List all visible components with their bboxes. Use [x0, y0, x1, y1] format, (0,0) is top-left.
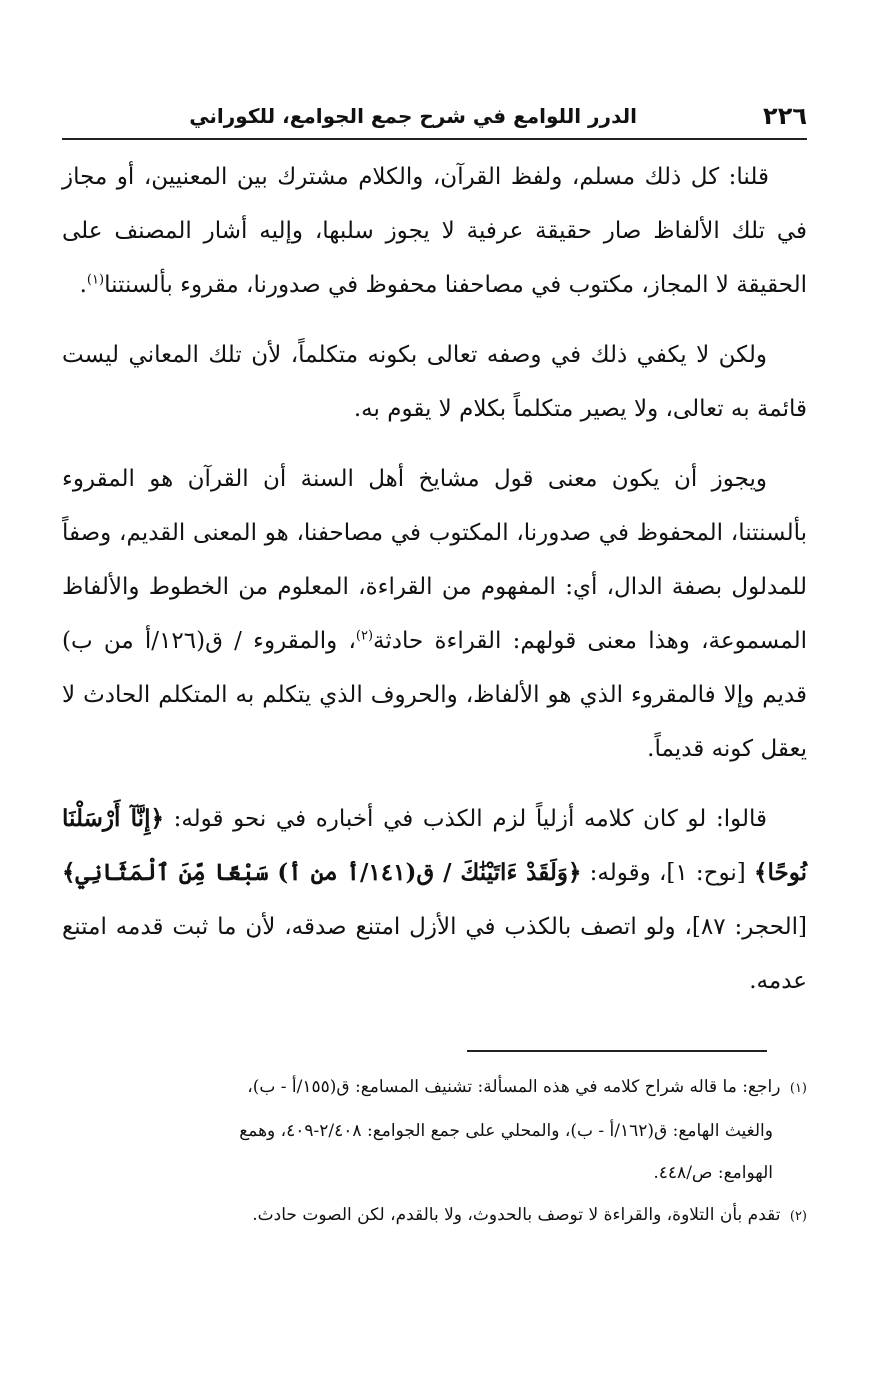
- main-text: [62, 150, 807, 1024]
- quran-verse-2: ﴿وَلَقَدْ ءَاتَيْنَٰكَ / ق(١٤١/أ من أ) سَبْعًا مِّنَ ٱلْمَثَانِي﴾: [62, 859, 582, 886]
- paragraph-4: [62, 792, 807, 1008]
- footnote-number: (٢): [789, 1209, 807, 1224]
- paragraph-text: قلنا: كل ذلك مسلم، ولفظ القرآن، والكلام مشترك بين المعنيين، أو مجاز في تلك الألفاظ صار حقيقة عرفية لا يجوز سلبها، وإليه أشار المصنف على الحقيقة لا المجاز، مكتوب في مصاحفنا محفوظ في صدورنا، مقروء بألسنتنا: [62, 164, 807, 298]
- page-number: ٢٢٦: [763, 102, 807, 130]
- paragraph-1: [62, 150, 807, 312]
- footnote-text: تقدم بأن التلاوة، والقراءة لا توصف بالحدوث، ولا بالقدم، لكن الصوت حادث.: [252, 1205, 781, 1225]
- quran-verse-1: ﴿إِنَّآ أَرْسَلْنَا نُوحًا﴾: [62, 805, 807, 886]
- footnotes: [68, 1066, 807, 1238]
- paragraph-text: ، والمقروء / ق(١٢٦/أ من ب) قديم وإلا فالمقروء الذي هو الألفاظ، والحروف الذي يتكلم به المتكلم الحادث لا يعقل كونه قديماً.: [62, 628, 807, 762]
- footnote-separator: [467, 1050, 767, 1052]
- page-header: [62, 98, 807, 140]
- footnote-text: الهوامع: ص/٤٤٨.: [653, 1163, 773, 1183]
- paragraph-text: ويجوز أن يكون معنى قول مشايخ أهل السنة أن القرآن هو المقروء بألسنتنا، المحفوظ في صدورنا، المكتوب في مصاحفنا، هو المعنى القديم، وصفاً للمدلول بصفة الدال، أي: المفهوم من القراءة، المعلوم من الخطوط والألفاظ المسموعة، وهذا معنى قولهم: القراءة حادثة: [62, 466, 807, 654]
- paragraph-tail: .: [79, 272, 87, 298]
- footnote-text: والغيث الهامع: ق(١٦٢/أ - ب)، والمحلي على جمع الجوامع: ٢/٤٠٨-٤٠٩، وهمع: [239, 1121, 773, 1141]
- running-title: الدرر اللوامع في شرح جمع الجوامع، للكوراني: [189, 104, 637, 128]
- paragraph-text: [نوح: ١]، وقوله:: [581, 860, 754, 886]
- paragraph-text: قالوا: لو كان كلامه أزلياً لزم الكذب في أخباره في نحو قوله:: [163, 806, 767, 832]
- footnote-ref-1: (١): [86, 272, 105, 288]
- paragraph-2: [62, 328, 807, 436]
- footnote-2: [68, 1194, 807, 1238]
- paragraph-3: [62, 452, 807, 776]
- paragraph-text: [الحجر: ٨٧]، ولو اتصف بالكذب في الأزل امتنع صدقه، لأن ما ثبت قدمه امتنع عدمه.: [62, 914, 807, 994]
- footnote-number: (١): [789, 1081, 807, 1096]
- footnote-1: [68, 1066, 807, 1194]
- paragraph-text: ولكن لا يكفي ذلك في وصفه تعالى بكونه متكلماً، لأن تلك المعاني ليست قائمة به تعالى، ولا يصير متكلماً بكلام لا يقوم به.: [62, 342, 807, 422]
- footnote-ref-2: (٢): [355, 628, 374, 644]
- footnote-text: راجع: ما قاله شراح كلامه في هذه المسألة: تشنيف المسامع: ق(١٥٥/أ - ب)،: [247, 1077, 781, 1097]
